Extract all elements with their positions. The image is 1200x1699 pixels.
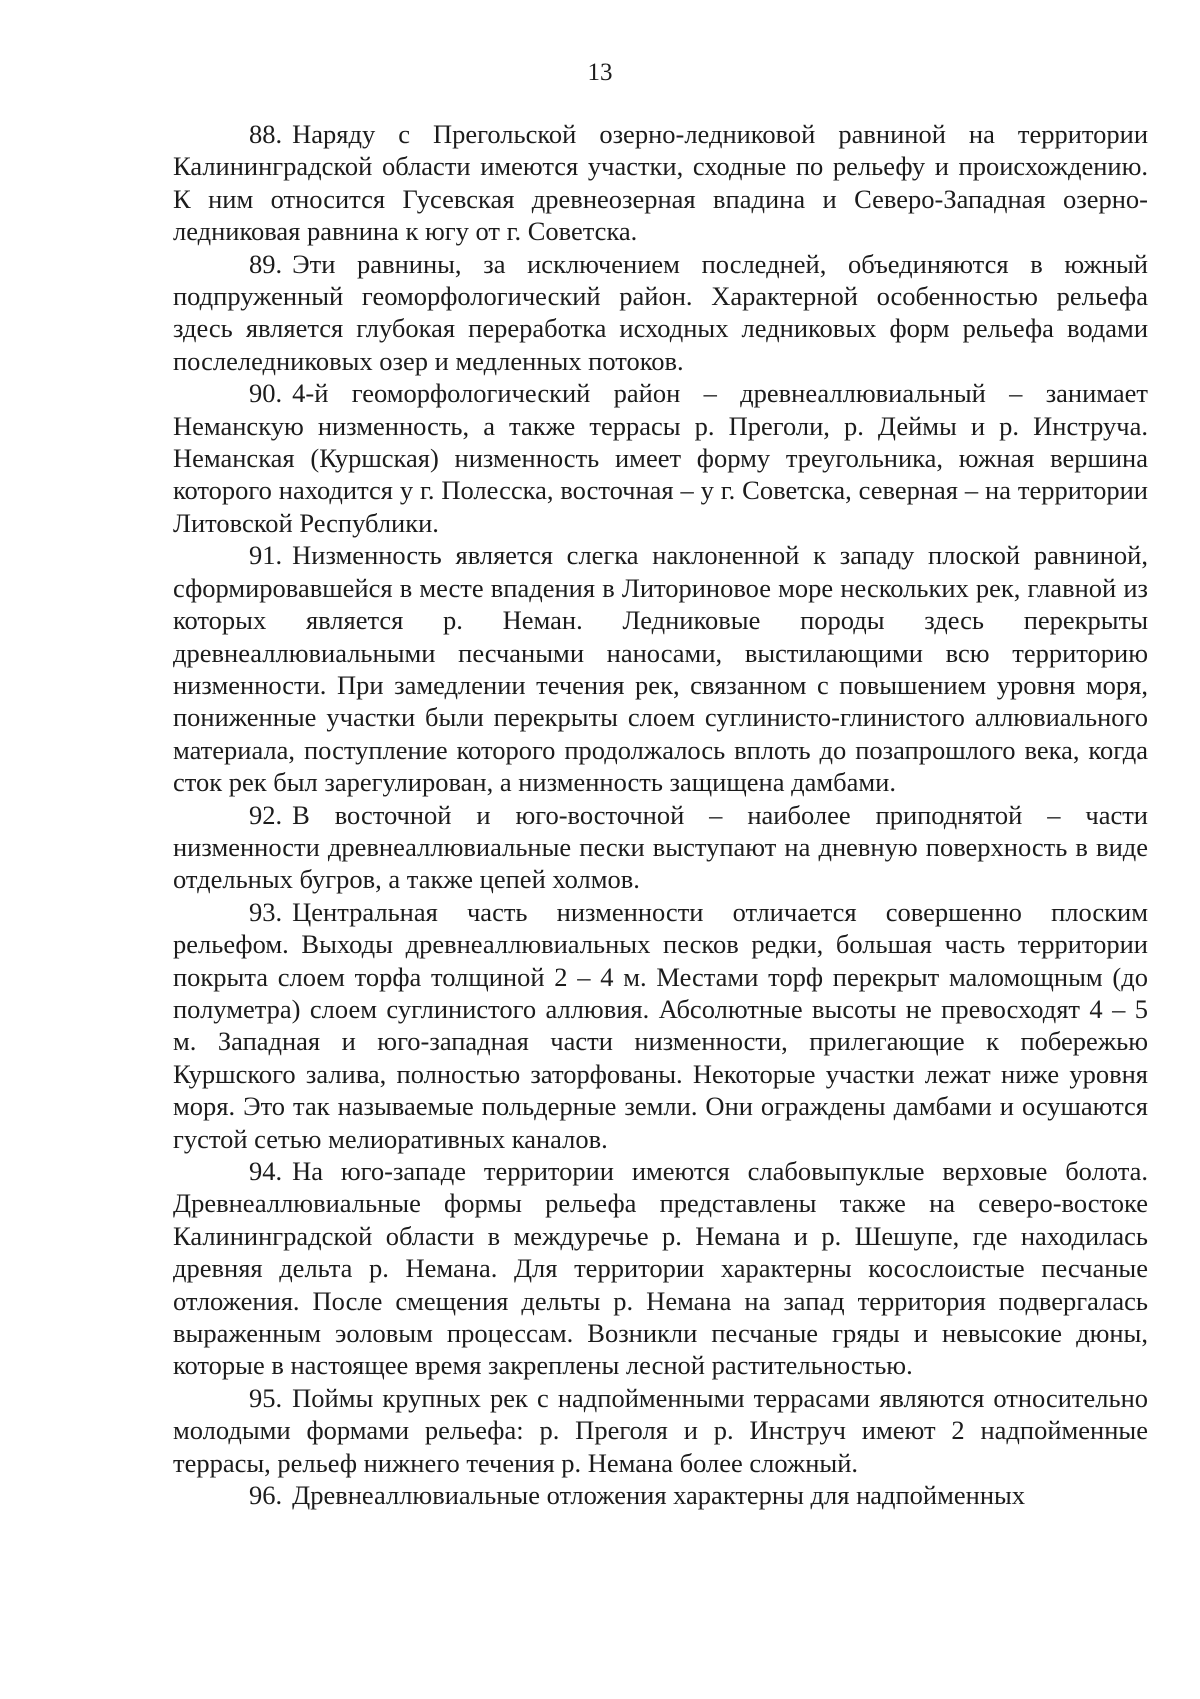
paragraph-90 bbox=[173, 377, 1148, 539]
paragraph-text: В восточной и юго-восточной – наиболее приподнятой – части низменности древнеаллювиальные пески выступают на дневную поверхность в виде отдельных бугров, а также цепей холмов. bbox=[173, 799, 1148, 895]
paragraph-93 bbox=[173, 896, 1148, 1155]
paragraph-text: Поймы крупных рек с надпойменными террасами являются относительно молодыми формами рельефа: р. Преголя и р. Инструч имеют 2 надпойменные террасы, рельеф нижнего течения р. Немана более сложный. bbox=[173, 1382, 1148, 1478]
paragraph-text: На юго-западе территории имеются слабовыпуклые верховые болота. Древнеаллювиальные формы рельефа представлены также на северо-востоке Калининградской области в междуречье р. Немана и р. Шешупе, где находилась древняя дельта р. Немана. Для территории характерны косослоистые песчаные отложения. После смещения дельты р. Немана на запад территория подвергалась выраженным эоловым процессам. Возникли песчаные гряды и невысокие дюны, которые в настоящее время закреплены лесной растительностью. bbox=[173, 1156, 1148, 1381]
paragraph-88 bbox=[173, 118, 1148, 248]
paragraph-number: 88. bbox=[249, 119, 283, 149]
paragraph-text: Эти равнины, за исключением последней, объединяются в южный подпруженный геоморфологический район. Характерной особенностью рельефа здесь является глубокая переработка исходных ледниковых форм рельефа водами послеледниковых озер и медленных потоков. bbox=[173, 248, 1148, 376]
paragraph-number: 95. bbox=[249, 1382, 283, 1413]
paragraph-text: Центральная часть низменности отличается совершенно плоским рельефом. Выходы древнеаллювиальных песков редки, большая часть территории покрыта слоем торфа толщиной 2 – 4 м. Местами торф перекрыт маломощным (до полуметра) слоем суглинистого аллювия. Абсолютные высоты не превосходят 4 – 5 м. Западная и юго-западная части низменности, прилегающие к побережью Куршского залива, полностью заторфованы. Некоторые участки лежат ниже уровня моря. Это так называемые польдерные земли. Они ограждены дамбами и осушаются густой сетью мелиоративных каналов. bbox=[173, 896, 1148, 1154]
paragraph-94 bbox=[173, 1155, 1148, 1382]
paragraph-number: 89. bbox=[249, 248, 283, 279]
paragraph-89 bbox=[173, 248, 1148, 378]
body-text bbox=[173, 118, 1148, 1511]
paragraph-96 bbox=[173, 1479, 1148, 1511]
paragraph-text: Древнеаллювиальные отложения характерны для надпойменных bbox=[292, 1480, 1026, 1511]
paragraph-number: 91. bbox=[249, 540, 283, 571]
paragraph-text: 4-й геоморфологический район – древнеаллювиальный – занимает Неманскую низменность, а также террасы р. Преголи, р. Деймы и р. Инструча. Неманская (Куршская) низменность имеет форму треугольника, южная вершина которого находится у г. Полесска, восточная – у г. Советска, северная – на территории Литовской Республики. bbox=[173, 378, 1148, 538]
paragraph-number: 90. bbox=[249, 378, 283, 409]
paragraph-number: 96. bbox=[249, 1480, 283, 1511]
paragraph-number: 93. bbox=[249, 896, 283, 927]
paragraph-text: Наряду с Прегольской озерно-ледниковой равниной на территории Калининградской области имеются участки, сходные по рельефу и происхождению. К ним относится Гусевская древнеозерная впадина и Северо-Западная озерно-ледниковая равнина к югу от г. Советска. bbox=[173, 119, 1148, 247]
paragraph-95 bbox=[173, 1382, 1148, 1479]
paragraph-number: 94. bbox=[249, 1156, 283, 1186]
paragraph-91 bbox=[173, 539, 1148, 798]
paragraph-text: Низменность является слегка наклоненной к западу плоской равниной, сформировавшейся в месте впадения в Литориновое море нескольких рек, главной из которых является р. Неман. Ледниковые породы здесь перекрыты древнеаллювиальными песчаными наносами, выстилающими всю территорию низменности. При замедлении течения рек, связанном с повышением уровня моря, пониженные участки были перекрыты слоем суглинисто-глинистого аллювиального материала, поступление которого продолжалось вплоть до позапрошлого века, когда сток рек был зарегулирован, а низменность защищена дамбами. bbox=[173, 540, 1148, 798]
paragraph-92 bbox=[173, 799, 1148, 896]
page-number: 13 bbox=[587, 59, 613, 86]
paragraph-number: 92. bbox=[249, 799, 283, 830]
